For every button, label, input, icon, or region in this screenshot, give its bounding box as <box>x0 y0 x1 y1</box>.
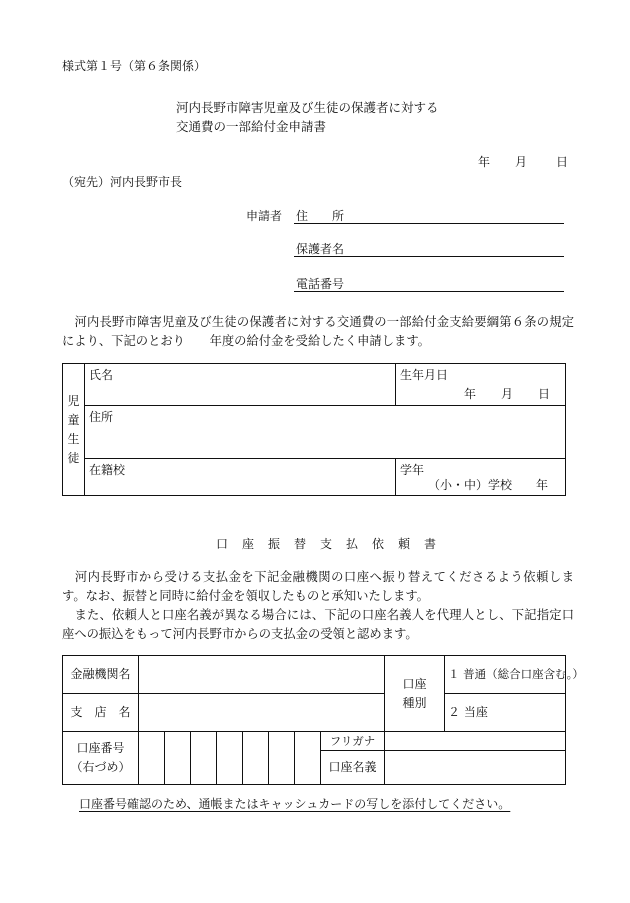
transfer-paragraph-2: また、依頼人と口座名義が異なる場合には、下記の口座名義人を代理人とし、下記指定口座への振込をもって河内長野市からの支払金の受領と認めます。 <box>62 608 574 641</box>
account-digit-1[interactable] <box>139 732 165 785</box>
addressee: （宛先）河内長野市長 <box>62 175 183 189</box>
furigana-field[interactable] <box>385 732 566 751</box>
intro-paragraph: 河内長野市障害児童及び生徒の保護者に対する交通費の一部給付金支給要綱第６条の規定により、下記のとおり 年度の給付金を受給したく申請します。 <box>62 315 574 348</box>
account-digit-7[interactable] <box>295 732 321 785</box>
date-day-label: 日 <box>556 155 569 169</box>
phone-label: 電話番号 <box>296 277 345 291</box>
student-side-label-cell <box>63 364 85 496</box>
branch-label: 支 店 名 <box>70 705 131 720</box>
account-number-label-cell <box>63 732 139 785</box>
form-title-line2: 交通費の一部給付金申請書 <box>176 119 327 134</box>
account-type-option-1[interactable] <box>445 656 584 694</box>
form-title-line1: 河内長野市障害児童及び生徒の保護者に対する <box>176 100 439 115</box>
student-name-cell[interactable] <box>85 364 396 406</box>
birth-month-label: 月 <box>501 387 514 401</box>
footer-note: 口座番号確認のため、通帳またはキャッシュカードの写しを添付してください。 <box>79 797 511 811</box>
account-number-note: （右づめ） <box>70 760 131 774</box>
address-field[interactable] <box>294 223 564 224</box>
student-grade-value: （小・中）学校 年 <box>428 478 549 492</box>
bank-name-label-cell <box>63 656 139 694</box>
form-number: 様式第１号（第６条関係） <box>62 59 207 73</box>
birth-day-label: 日 <box>538 387 551 401</box>
date-month-label: 月 <box>515 155 528 169</box>
date-year-label: 年 <box>478 155 491 169</box>
account-digit-6[interactable] <box>269 732 295 785</box>
account-number-label: 口座番号 <box>76 741 125 755</box>
student-table <box>62 363 566 496</box>
account-digit-5[interactable] <box>243 732 269 785</box>
branch-field[interactable] <box>139 694 385 732</box>
branch-label-cell <box>63 694 139 732</box>
student-school-label: 在籍校 <box>89 463 126 477</box>
student-address-label: 住所 <box>89 410 114 424</box>
account-type-label-cell <box>385 656 445 732</box>
transfer-paragraph-1: 河内長野市から受ける支払金を下記金融機関の口座へ振り替えてくださるよう依頼します。なお、振替と同時に給付金を領収したものと承知いたします。 <box>62 570 574 603</box>
student-grade-cell[interactable] <box>396 459 566 496</box>
account-digit-2[interactable] <box>165 732 191 785</box>
account-type-option-2-label: ２ 当座 <box>448 705 488 720</box>
student-address-cell[interactable] <box>85 406 566 459</box>
student-birthdate-cell[interactable] <box>396 364 566 406</box>
guardian-name-label: 保護者名 <box>296 242 345 256</box>
furigana-label-cell <box>321 732 385 751</box>
guardian-name-field[interactable] <box>294 256 564 257</box>
furigana-label: フリガナ <box>329 733 376 748</box>
account-digit-4[interactable] <box>217 732 243 785</box>
address-label: 住 所 <box>296 209 345 223</box>
bank-name-label: 金融機関名 <box>70 667 131 682</box>
phone-field[interactable] <box>294 291 564 292</box>
transfer-title: 口座振替支払依頼書 <box>216 537 451 551</box>
student-grade-label: 学年 <box>400 463 425 477</box>
account-type-option-2[interactable] <box>445 694 566 732</box>
account-digit-3[interactable] <box>191 732 217 785</box>
account-name-field[interactable] <box>385 751 566 785</box>
student-school-cell[interactable] <box>85 459 396 496</box>
account-type-option-1-label: １ 普通（総合口座含む。） <box>448 667 584 682</box>
student-name-label: 氏名 <box>89 368 114 382</box>
bank-name-field[interactable] <box>139 656 385 694</box>
student-side-label: 児童生徒 <box>67 393 80 465</box>
applicant-label: 申請者 <box>246 209 283 223</box>
student-birthdate-label: 生年月日 <box>400 368 449 382</box>
account-name-label-cell <box>321 751 385 785</box>
birth-year-label: 年 <box>464 387 477 401</box>
account-name-label: 口座名義 <box>328 760 377 775</box>
account-type-label: 口座種別 <box>402 676 427 710</box>
bank-table <box>62 655 584 785</box>
